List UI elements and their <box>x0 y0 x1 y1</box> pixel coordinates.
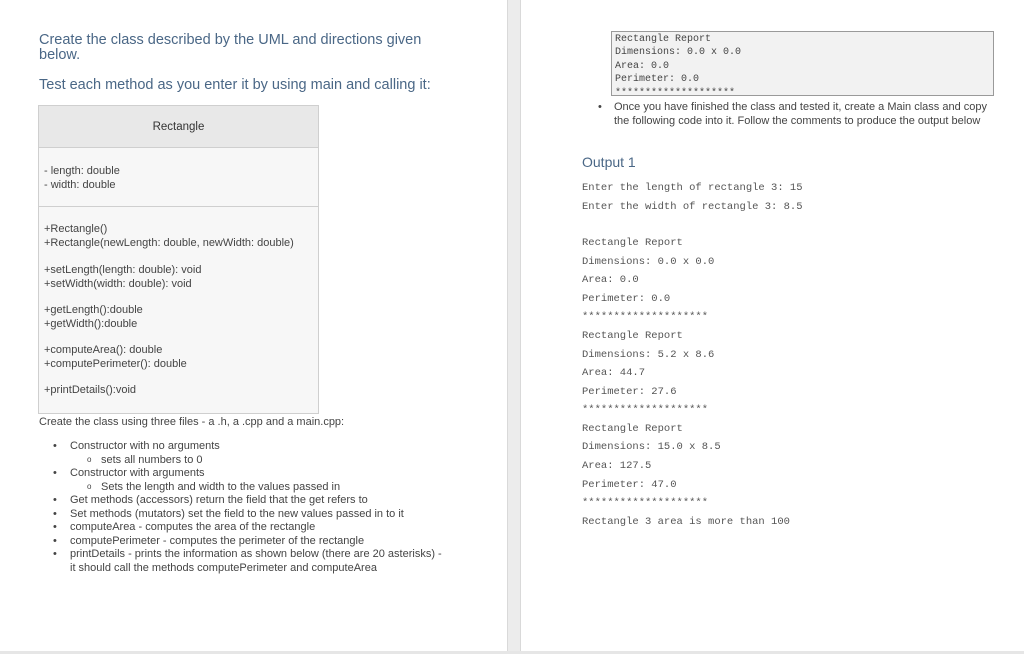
uml-method: +printDetails():void <box>44 384 137 396</box>
uml-attribute: - length: double <box>44 165 120 177</box>
output-line: ******************** <box>582 497 709 509</box>
uml-attribute: - width: double <box>44 179 116 191</box>
output-line: ******************** <box>582 311 709 323</box>
uml-method: +setLength(length: double): void <box>44 264 202 276</box>
uml-method: +Rectangle() <box>44 223 108 235</box>
title-line-1: Create the class described by the UML and directions given <box>39 32 422 48</box>
output-line: Area: 127.5 <box>582 460 652 472</box>
list-item: • printDetails - prints the information as shown below (there are 20 asterisks) - it should call the methods computePerimeter and computeArea <box>53 548 443 575</box>
uml-method: +setWidth(width: double): void <box>44 277 192 290</box>
sub-list-item: o Sets the length and width to the values passed in <box>53 481 443 495</box>
uml-method: +getWidth():double <box>44 317 138 330</box>
output-line: Rectangle Report <box>582 237 683 249</box>
report-line: Rectangle Report <box>615 34 712 45</box>
uml-diagram <box>38 105 319 414</box>
report-line: Area: 0.0 <box>615 60 670 72</box>
report-line: ******************** <box>615 87 736 99</box>
finished-text: Once you have finished the class and tested it, create a Main class and copy the following code into it. Follow the comments to produce the output below <box>614 101 987 127</box>
report-line: Dimensions: 0.0 x 0.0 <box>615 47 742 59</box>
list-item: • Get methods (accessors) return the field that the get refers to <box>53 494 443 508</box>
list-item: • computeArea - computes the area of the rectangle <box>53 521 443 535</box>
list-item: • Constructor with arguments <box>53 467 443 481</box>
uml-method-group <box>44 344 318 384</box>
list-item: • Set methods (mutators) set the field to the new values passed in to it <box>53 508 443 522</box>
output-line: Dimensions: 0.0 x 0.0 <box>582 256 715 268</box>
output-line: Enter the length of rectangle 3: 15 <box>582 182 803 194</box>
test-instruction: Test each method as you enter it by using main and calling it: <box>39 77 431 93</box>
uml-method-group <box>44 264 318 304</box>
output-line: Perimeter: 27.6 <box>582 386 677 398</box>
uml-method: +getLength():double <box>44 304 143 316</box>
list-item: • Constructor with no arguments <box>53 440 443 454</box>
uml-method: +computePerimeter(): double <box>44 357 187 370</box>
sub-list-item: o sets all numbers to 0 <box>53 454 443 468</box>
output-line: Area: 0.0 <box>582 274 639 286</box>
output-line: Area: 44.7 <box>582 367 646 379</box>
uml-method: +Rectangle(newLength: double, newWidth: double) <box>44 236 294 249</box>
output-heading: Output 1 <box>582 154 636 170</box>
output-line: Rectangle Report <box>582 330 683 342</box>
output-line: Rectangle Report <box>582 423 683 435</box>
output-line: Enter the width of rectangle 3: 8.5 <box>582 201 803 213</box>
uml-method-group <box>44 304 318 344</box>
output-line: Perimeter: 47.0 <box>582 479 677 491</box>
list-item: • computePerimeter - computes the perimeter of the rectangle <box>53 535 443 549</box>
report-line: Perimeter: 0.0 <box>615 74 700 86</box>
uml-method-group <box>44 384 318 398</box>
output-line: Dimensions: 5.2 x 8.6 <box>582 349 715 361</box>
output-line: Rectangle 3 area is more than 100 <box>582 516 790 528</box>
sample-report-box <box>611 31 994 99</box>
files-intro: Create the class using three files - a .h, a .cpp and a main.cpp: <box>39 416 345 428</box>
uml-class-name: Rectangle <box>39 106 318 148</box>
title-line-2: below. <box>39 47 81 63</box>
output-line: Dimensions: 15.0 x 8.5 <box>582 441 721 453</box>
left-page <box>0 0 507 654</box>
output-line: ******************** <box>582 404 709 416</box>
uml-method-group <box>44 223 318 264</box>
page-title <box>39 33 421 63</box>
uml-attributes <box>39 148 318 207</box>
bullet-dot: • <box>598 101 602 113</box>
uml-method: +computeArea(): double <box>44 344 163 356</box>
page-gutter <box>507 0 521 654</box>
uml-methods <box>39 207 318 413</box>
output-line: Perimeter: 0.0 <box>582 293 671 305</box>
requirements-list <box>53 440 443 575</box>
